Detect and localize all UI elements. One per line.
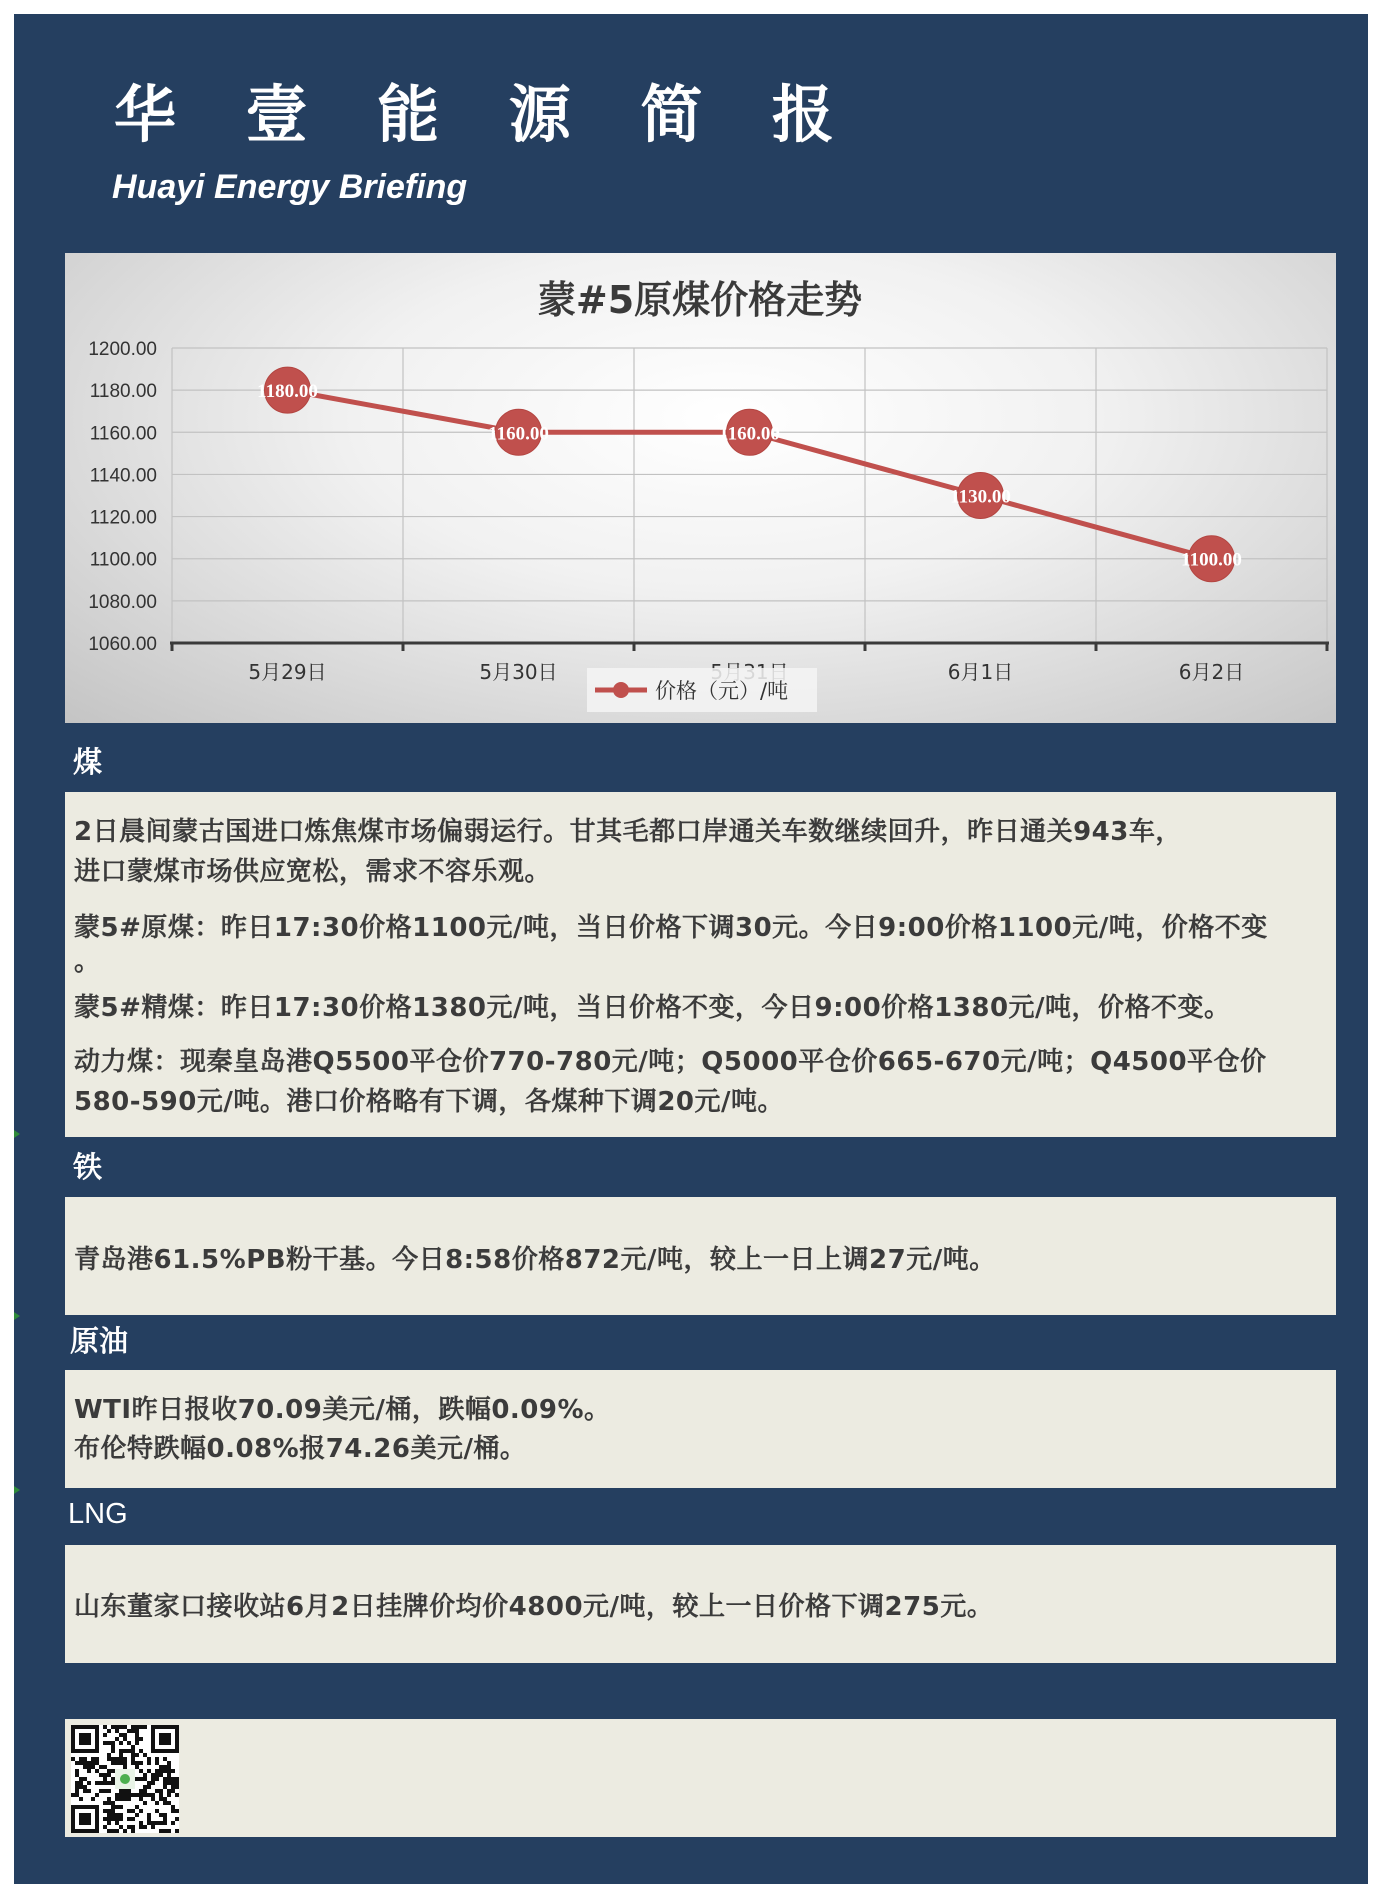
y-tick-label: 1080.00 <box>88 591 157 613</box>
y-tick-label: 1100.00 <box>89 549 157 571</box>
marker-icon <box>14 1486 20 1494</box>
marker-icon <box>14 1312 20 1320</box>
lng-paragraph: 山东董家口接收站6月2日挂牌价均价4800元/吨，较上一日价格下调275元。 <box>74 1592 994 1622</box>
y-tick-label: 1140.00 <box>89 465 157 487</box>
briefing-subtitle: Huayi Energy Briefing <box>112 168 468 206</box>
coal-paragraph: 蒙5#原煤：昨日17:30价格1100元/吨，当日价格下调30元。今日9:00价格1100元/吨，价格不变 <box>74 913 1268 943</box>
x-tick-label: 6月2日 <box>1178 660 1245 684</box>
section-label-lng: LNG <box>68 1498 128 1530</box>
coal-paragraph: 。 <box>74 947 101 977</box>
x-tick-label: 5月30日 <box>479 660 558 684</box>
y-tick-label: 1060.00 <box>88 634 157 655</box>
crude-oil-paragraph: 布伦特跌幅0.08%报74.26美元/桶。 <box>74 1434 527 1464</box>
crude-oil-paragraph: WTI昨日报收70.09美元/桶，跌幅0.09%。 <box>74 1395 611 1425</box>
x-tick-label: 6月1日 <box>947 660 1014 684</box>
briefing-page <box>14 14 1368 1884</box>
legend-label: 价格（元）/吨 <box>655 679 789 703</box>
qr-code-icon <box>71 1725 179 1833</box>
coal-paragraph: 动力煤：现秦皇岛港Q5500平仓价770-780元/吨；Q5000平仓价665-670元/吨；Q4500平仓价 <box>74 1047 1267 1077</box>
price-line-chart <box>65 253 1336 723</box>
marker-icon <box>14 1130 20 1138</box>
y-tick-label: 1160.00 <box>89 423 157 445</box>
y-tick-label: 1180.00 <box>89 381 157 403</box>
section-label-iron: 铁 <box>73 1150 103 1184</box>
lng-content-box <box>65 1545 1336 1663</box>
data-label: 1160.00 <box>488 423 549 445</box>
data-label: 1180.00 <box>257 381 318 403</box>
iron-content-box <box>65 1197 1336 1315</box>
coal-content-box <box>65 792 1336 1137</box>
footer-box <box>65 1719 1336 1837</box>
iron-paragraph: 青岛港61.5%PB粉干基。今日8:58价格872元/吨，较上一日上调27元/吨。 <box>74 1245 996 1275</box>
coal-paragraph: 580-590元/吨。港口价格略有下调，各煤种下调20元/吨。 <box>74 1087 785 1117</box>
coal-paragraph: 进口蒙煤市场供应宽松，需求不容乐观。 <box>74 857 552 887</box>
section-label-coal: 煤 <box>73 745 103 779</box>
chart-title: 蒙#5原煤价格走势 <box>537 278 863 322</box>
section-label-crude-oil: 原油 <box>70 1324 129 1358</box>
coal-paragraph: 2日晨间蒙古国进口炼焦煤市场偏弱运行。甘其毛都口岸通关车数继续回升，昨日通关943车， <box>74 817 1182 847</box>
data-label: 1100.00 <box>1181 549 1242 571</box>
data-label: 1130.00 <box>950 486 1011 508</box>
y-tick-label: 1120.00 <box>89 507 157 529</box>
y-tick-label: 1200.00 <box>88 339 157 360</box>
briefing-title: 华 壹 能 源 简 报 <box>114 78 858 151</box>
coal-paragraph: 蒙5#精煤：昨日17:30价格1380元/吨，当日价格不变，今日9:00价格1380元/吨，价格不变。 <box>74 993 1231 1023</box>
price-chart-panel <box>65 253 1336 723</box>
crude-oil-content-box <box>65 1370 1336 1488</box>
chart-legend <box>587 668 817 712</box>
qr-code-graphic <box>71 1725 179 1833</box>
legend-marker-swatch <box>613 682 629 698</box>
x-tick-label: 5月29日 <box>248 660 327 684</box>
data-label: 1160.00 <box>719 423 780 445</box>
